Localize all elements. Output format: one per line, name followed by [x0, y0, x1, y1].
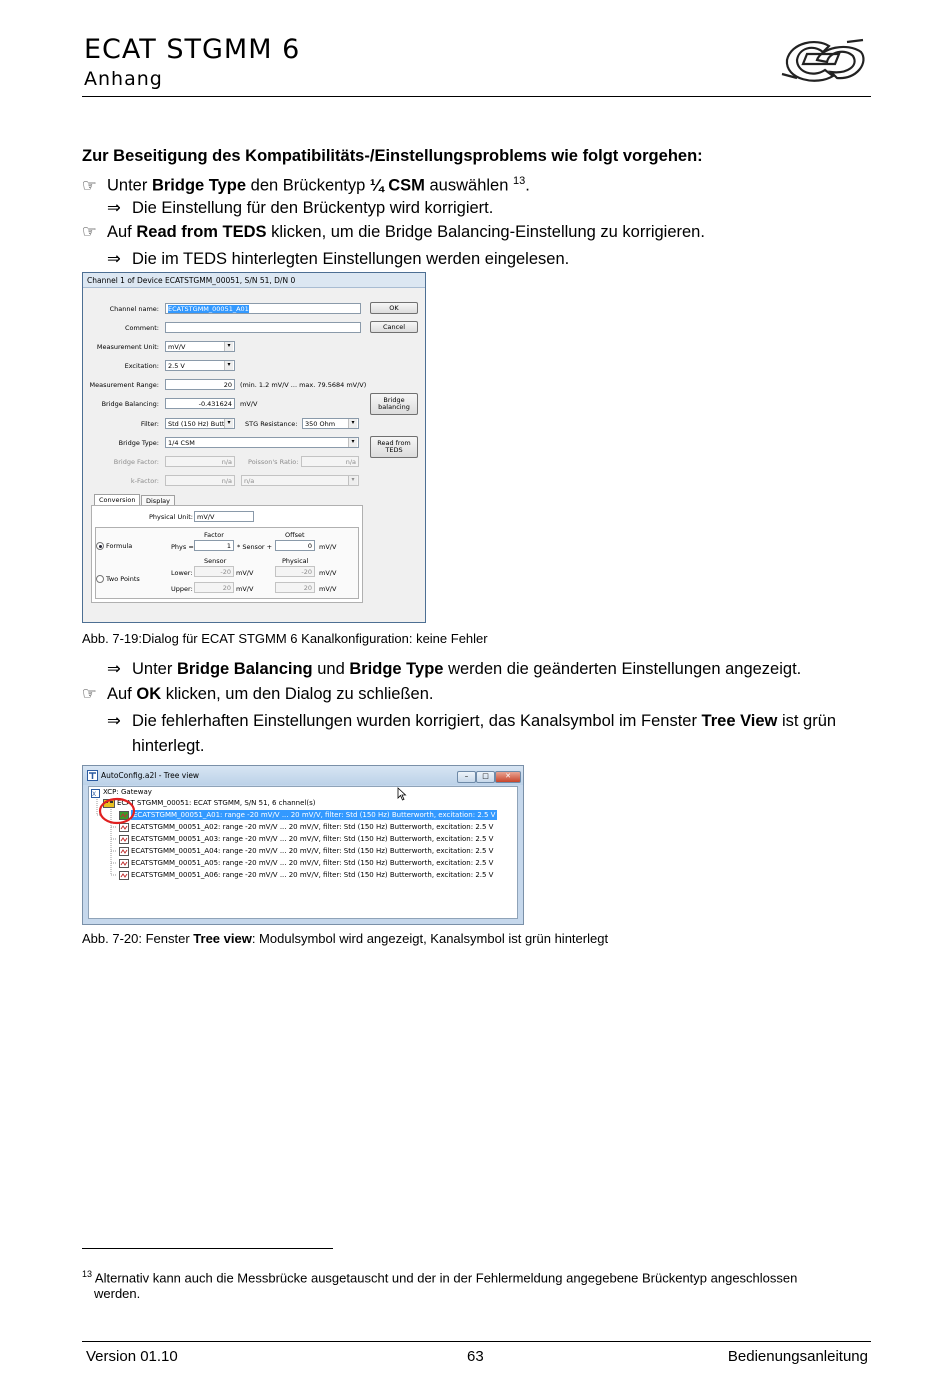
app-icon	[87, 770, 98, 781]
measurement-range-hint: (min. 1.2 mV/V ... max. 79.5684 mV/V)	[240, 381, 367, 389]
upper-unit: mV/V	[236, 585, 254, 593]
tab-conversion[interactable]: Conversion	[94, 494, 140, 505]
ok-button[interactable]: OK	[370, 302, 418, 314]
k-factor-select[interactable]: n/a ▾	[241, 475, 359, 486]
formula-unit: mV/V	[319, 543, 337, 551]
footer-rule	[82, 1341, 871, 1342]
factor-input[interactable]: 1	[194, 540, 234, 551]
lower-unit-2: mV/V	[319, 569, 337, 577]
sensor-header: Sensor	[204, 557, 227, 565]
bridge-factor-label: Bridge Factor:	[113, 458, 159, 466]
channel-name-label: Channel name:	[109, 305, 159, 313]
filter-label: Filter:	[140, 420, 159, 428]
result-2: ⇒ Die im TEDS hinterlegten Einstellungen werden eingelesen.	[107, 250, 570, 268]
close-button[interactable]: ✕	[495, 771, 521, 783]
comment-label: Comment:	[124, 324, 159, 332]
tree-channel-node[interactable]: ECATSTGMM_00051_A06: range -20 mV/V ... 20 mV/V, filter: Std (150 Hz) Butterworth, excitation: 2.5 V	[131, 871, 494, 879]
formula-label: Formula	[106, 542, 133, 550]
filter-select[interactable]: Std (150 Hz) Butt ▾	[165, 418, 235, 429]
lower-label: Lower:	[171, 569, 193, 577]
footer-version: Version 01.10	[86, 1348, 178, 1365]
stg-resistance-select[interactable]: 350 Ohm ▾	[302, 418, 359, 429]
channel-icon	[119, 871, 129, 880]
tree-channel-node[interactable]: ECATSTGMM_00051_A05: range -20 mV/V ... 20 mV/V, filter: Std (150 Hz) Butterworth, excitation: 2.5 V	[131, 859, 494, 867]
footer-document-type: Bedienungsanleitung	[727, 1348, 868, 1365]
two-points-label: Two Points	[106, 575, 140, 583]
channel-name-input[interactable]: ECATSTGMM_00051_A01	[165, 303, 361, 314]
k-factor-label: k-Factor:	[130, 477, 159, 485]
arrow-right-icon: ⇒	[107, 660, 121, 678]
arrow-right-icon: ⇒	[107, 250, 121, 268]
stg-resistance-label: STG Resistance:	[245, 420, 298, 428]
footer-page-number: 63	[467, 1348, 484, 1365]
bridge-balancing-unit: mV/V	[240, 400, 258, 408]
cancel-button[interactable]: Cancel	[370, 321, 418, 333]
excitation-label: Excitation:	[124, 362, 159, 370]
lower-unit: mV/V	[236, 569, 254, 577]
poissons-ratio-input[interactable]: n/a	[301, 456, 359, 467]
phys-label: Phys =	[171, 543, 194, 551]
tree-window-title: AutoConfig.a2l - Tree view	[83, 766, 523, 785]
arrow-right-icon: ⇒	[107, 199, 121, 217]
upper-unit-2: mV/V	[319, 585, 337, 593]
pointing-hand-icon: ☞	[82, 685, 97, 703]
highlight-ring	[98, 797, 136, 825]
document-section: Anhang	[84, 68, 163, 90]
tree-module-node[interactable]: ECAT STGMM_00051: ECAT STGMM, S/N 51, 6 channel(s)	[117, 799, 316, 807]
maximize-button[interactable]: □	[476, 771, 495, 783]
figure-caption-7-19: Abb. 7-19:Dialog für ECAT STGMM 6 Kanalkonfiguration: keine Fehler	[82, 631, 488, 646]
tree-client-area	[88, 786, 518, 919]
two-points-radio[interactable]	[96, 575, 104, 583]
offset-header: Offset	[285, 531, 305, 539]
pointing-hand-icon: ☞	[82, 176, 97, 195]
bridge-balancing-button[interactable]: Bridge balancing	[370, 393, 418, 415]
tree-channel-node[interactable]: ECATSTGMM_00051_A02: range -20 mV/V ... 20 mV/V, filter: Std (150 Hz) Butterworth, excitation: 2.5 V	[131, 823, 494, 831]
tree-channel-node[interactable]: ECATSTGMM_00051_A04: range -20 mV/V ... 20 mV/V, filter: Std (150 Hz) Butterworth, excitation: 2.5 V	[131, 847, 494, 855]
upper-label: Upper:	[171, 585, 193, 593]
channel-icon	[119, 847, 129, 856]
comment-input[interactable]	[165, 322, 361, 333]
bridge-balancing-label: Bridge Balancing:	[101, 400, 159, 408]
upper-sensor-input[interactable]: 20	[194, 582, 234, 593]
result-4: ⇒ Die fehlerhaften Einstellungen wurden korrigiert, das Kanalsymbol im Fenster Tree View ist grün	[107, 712, 837, 730]
tree-channel-node[interactable]: ECATSTGMM_00051_A01: range -20 mV/V ... 20 mV/V, filter: Std (150 Hz) Butterworth, excitation: 2.5 V	[133, 811, 496, 819]
tree-view-window	[82, 765, 524, 925]
measurement-range-input[interactable]: 20	[165, 379, 235, 390]
bridge-balancing-input[interactable]: -0.431624	[165, 398, 235, 409]
physical-header: Physical	[282, 557, 309, 565]
minimize-button[interactable]: –	[457, 771, 476, 783]
physical-unit-label: Physical Unit:	[149, 513, 193, 521]
header-rule	[82, 96, 871, 97]
mouse-cursor-icon	[397, 787, 407, 801]
excitation-select[interactable]: 2.5 V ▾	[165, 360, 235, 371]
channel-icon	[119, 859, 129, 868]
footnote-ref: 13	[512, 175, 526, 187]
arrow-right-icon: ⇒	[107, 712, 121, 730]
offset-input[interactable]: 0	[275, 540, 315, 551]
procedure-heading: Zur Beseitigung des Kompatibilitäts-/Einstellungsproblems wie folgt vorgehen:	[82, 147, 703, 165]
result-1: ⇒ Die Einstellung für den Brückentyp wird korrigiert.	[107, 199, 494, 217]
bridge-type-select[interactable]: 1/4 CSM ▾	[165, 437, 359, 448]
physical-unit-input[interactable]: mV/V	[194, 511, 254, 522]
channel-config-dialog	[82, 272, 426, 623]
step-1: ☞ Unter Bridge Type den Brückentyp ¼ CSM auswählen $^{13}$.	[82, 175, 530, 195]
read-from-teds-button[interactable]: Read from TEDS	[370, 436, 418, 458]
factor-header: Factor	[204, 531, 224, 539]
formula-radio[interactable]	[96, 542, 104, 550]
step-3: ☞ Auf OK klicken, um den Dialog zu schließen.	[82, 685, 434, 703]
channel-icon	[119, 835, 129, 844]
bridge-type-label: Bridge Type:	[118, 439, 159, 447]
company-logo-icon	[777, 34, 869, 86]
result-3: ⇒ Unter Bridge Balancing und Bridge Type werden die geänderten Einstellungen angezeigt.	[107, 660, 802, 678]
sensor-plus-label: * Sensor +	[237, 543, 273, 551]
dialog-title: Channel 1 of Device ECATSTGMM_00051, S/N 51, D/N 0	[83, 273, 425, 288]
svg-text:X: X	[92, 791, 97, 798]
k-factor-input[interactable]: n/a	[165, 475, 235, 486]
step-2: ☞ Auf Read from TEDS klicken, um die Bridge Balancing-Einstellung zu korrigieren.	[82, 223, 705, 241]
measurement-range-label: Measurement Range:	[89, 381, 159, 389]
tab-display[interactable]: Display	[141, 495, 175, 506]
measurement-unit-label: Measurement Unit:	[96, 343, 159, 351]
document-title: ECAT STGMM 6	[84, 34, 301, 65]
lower-physical-input[interactable]: -20	[275, 566, 315, 577]
result-4-continued: hinterlegt.	[132, 737, 205, 755]
figure-caption-7-20: Abb. 7-20: Fenster Tree view: Modulsymbol wird angezeigt, Kanalsymbol ist grün hinterlegt	[82, 931, 609, 946]
bridge-factor-input[interactable]: n/a	[165, 456, 235, 467]
pointing-hand-icon: ☞	[82, 223, 97, 241]
lower-sensor-input[interactable]: -20	[194, 566, 234, 577]
tree-root-node[interactable]: XCP: Gateway	[103, 788, 152, 796]
poissons-ratio-label: Poisson's Ratio:	[248, 458, 299, 466]
measurement-unit-select[interactable]: mV/V ▾	[165, 341, 235, 352]
footnote-rule	[82, 1248, 333, 1249]
tree-channel-node[interactable]: ECATSTGMM_00051_A03: range -20 mV/V ... 20 mV/V, filter: Std (150 Hz) Butterworth, excitation: 2.5 V	[131, 835, 494, 843]
upper-physical-input[interactable]: 20	[275, 582, 315, 593]
footnote-13: $^{13}$ Alternativ kann auch die Messbrücke ausgetauscht und der in der Fehlermeldung angegebene Brückentyp angeschlossen werden.	[82, 1269, 798, 1302]
